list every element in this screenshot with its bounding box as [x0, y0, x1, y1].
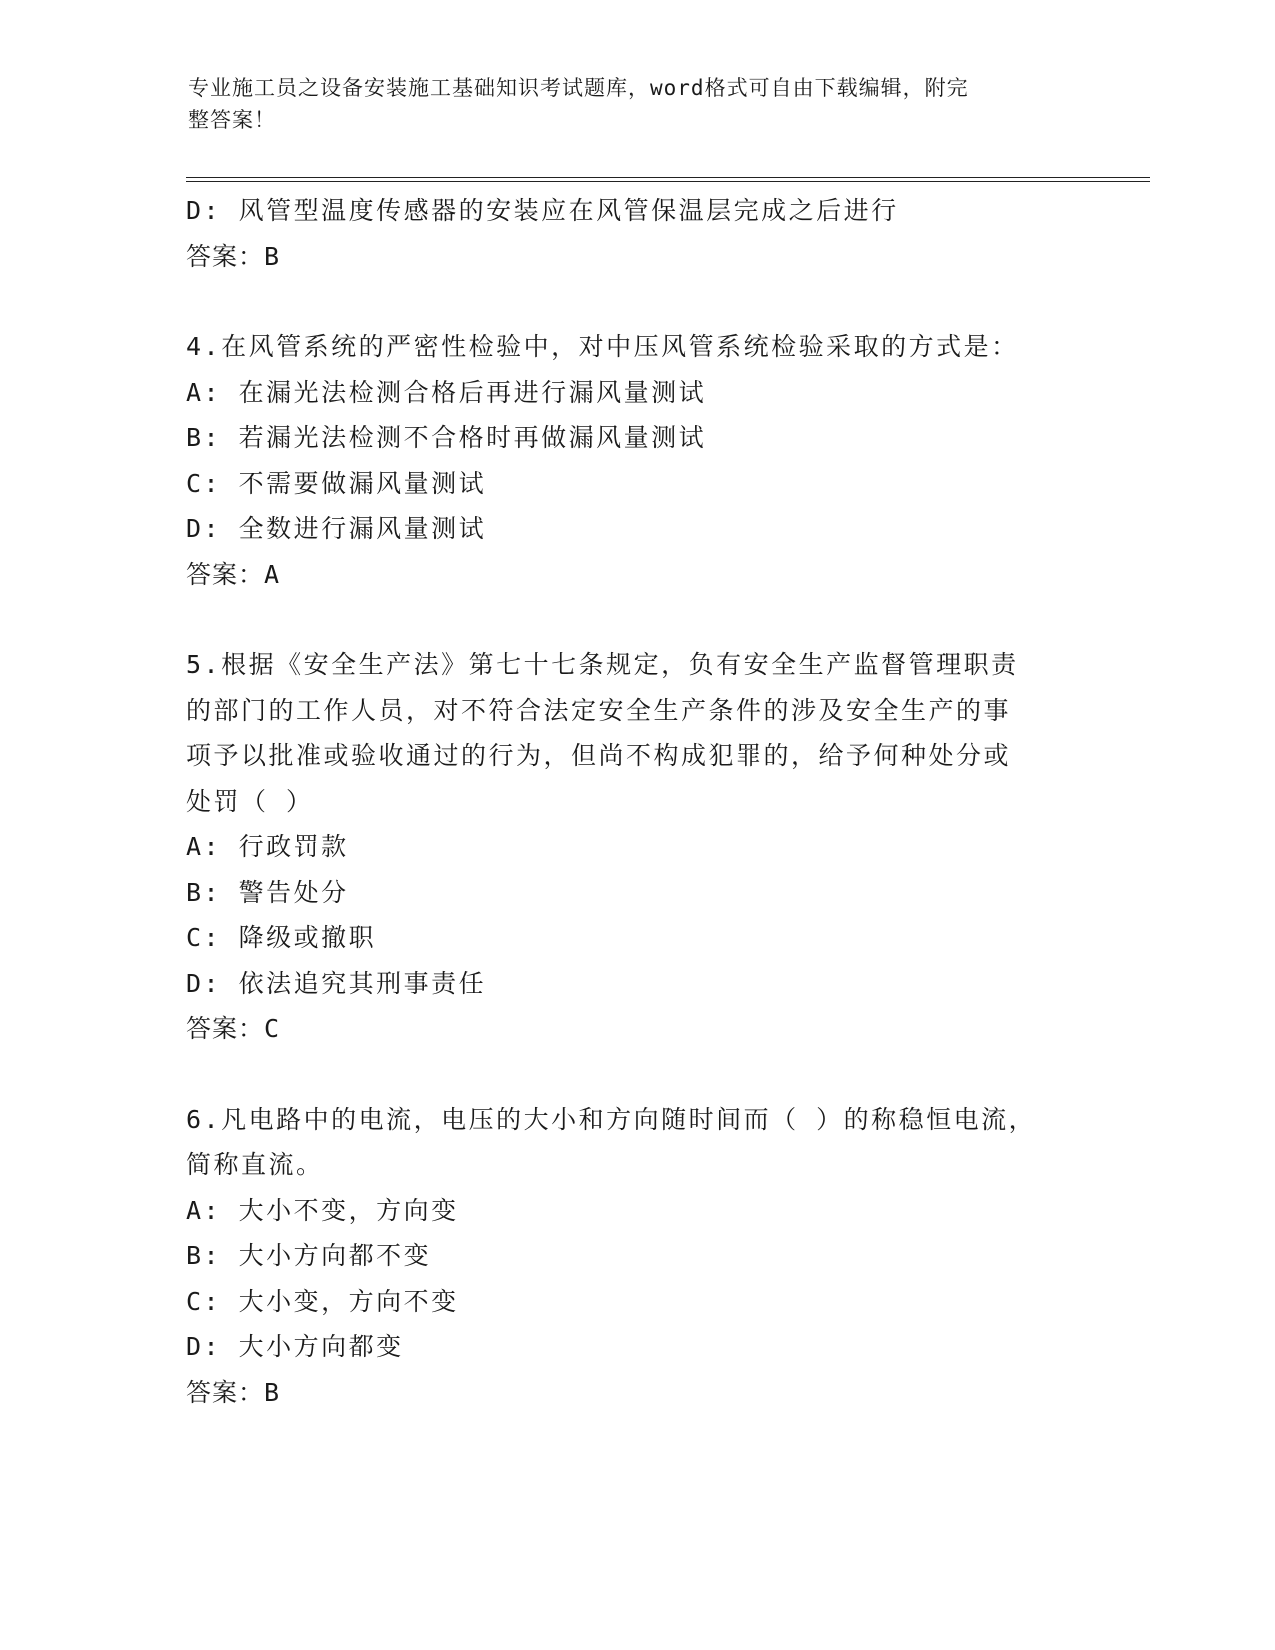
- answer: 答案：A: [186, 559, 281, 589]
- option-b: B: 若漏光法检测不合格时再做漏风量测试: [186, 423, 707, 452]
- option-a: A: 在漏光法检测合格后再进行漏风量测试: [186, 377, 707, 407]
- option-d: D: 依法追究其刑事责任: [186, 968, 487, 998]
- header-line-1: 专业施工员之设备安装施工基础知识考试题库，word格式可自由下载编辑，附完: [188, 76, 969, 100]
- document-header: [188, 72, 1068, 136]
- option-d: D: 风管型温度传感器的安装应在风管保温层完成之后进行: [186, 196, 899, 225]
- question-6: [186, 1097, 1066, 1416]
- header-divider-top: [186, 177, 1150, 178]
- answer: 答案：C: [186, 1014, 281, 1043]
- question-stem: 简称直流。: [186, 1150, 324, 1179]
- header-divider-bottom: [186, 181, 1150, 182]
- document-body: [186, 188, 1066, 1415]
- question-5: [186, 642, 1066, 1052]
- option-d: D: 全数进行漏风量测试: [186, 514, 487, 543]
- option-d: D: 大小方向都变: [186, 1332, 404, 1361]
- question-stem: 项予以批准或验收通过的行为，但尚不构成犯罪的，给予何种处分或: [186, 741, 1012, 770]
- answer: 答案：B: [186, 241, 281, 271]
- option-a: A: 大小不变，方向变: [186, 1195, 459, 1225]
- question-stem: 4.在风管系统的严密性检验中，对中压风管系统检验采取的方式是：: [186, 332, 1019, 361]
- option-b: B: 大小方向都不变: [186, 1241, 432, 1270]
- answer: 答案：B: [186, 1377, 281, 1407]
- question-stem: 处罚（ ）: [186, 786, 314, 816]
- question-4: [186, 324, 1066, 597]
- option-b: B: 警告处分: [186, 877, 349, 907]
- spacer: [186, 1052, 1066, 1097]
- option-c: C: 降级或撤职: [186, 923, 377, 952]
- question-stem: 5.根据《安全生产法》第七十七条规定，负有安全生产监督管理职责: [186, 650, 1019, 679]
- spacer: [186, 597, 1066, 642]
- question-stem: 的部门的工作人员，对不符合法定安全生产条件的涉及安全生产的事: [186, 695, 1012, 725]
- option-c: C: 大小变，方向不变: [186, 1286, 459, 1316]
- header-line-2: 整答案！: [188, 108, 276, 132]
- question-stem: 6.凡电路中的电流，电压的大小和方向随时间而（ ）的称稳恒电流，: [186, 1104, 1037, 1134]
- spacer: [186, 279, 1066, 324]
- option-c: C: 不需要做漏风量测试: [186, 468, 487, 498]
- option-a: A: 行政罚款: [186, 832, 349, 861]
- question-3-fragment: [186, 188, 1066, 279]
